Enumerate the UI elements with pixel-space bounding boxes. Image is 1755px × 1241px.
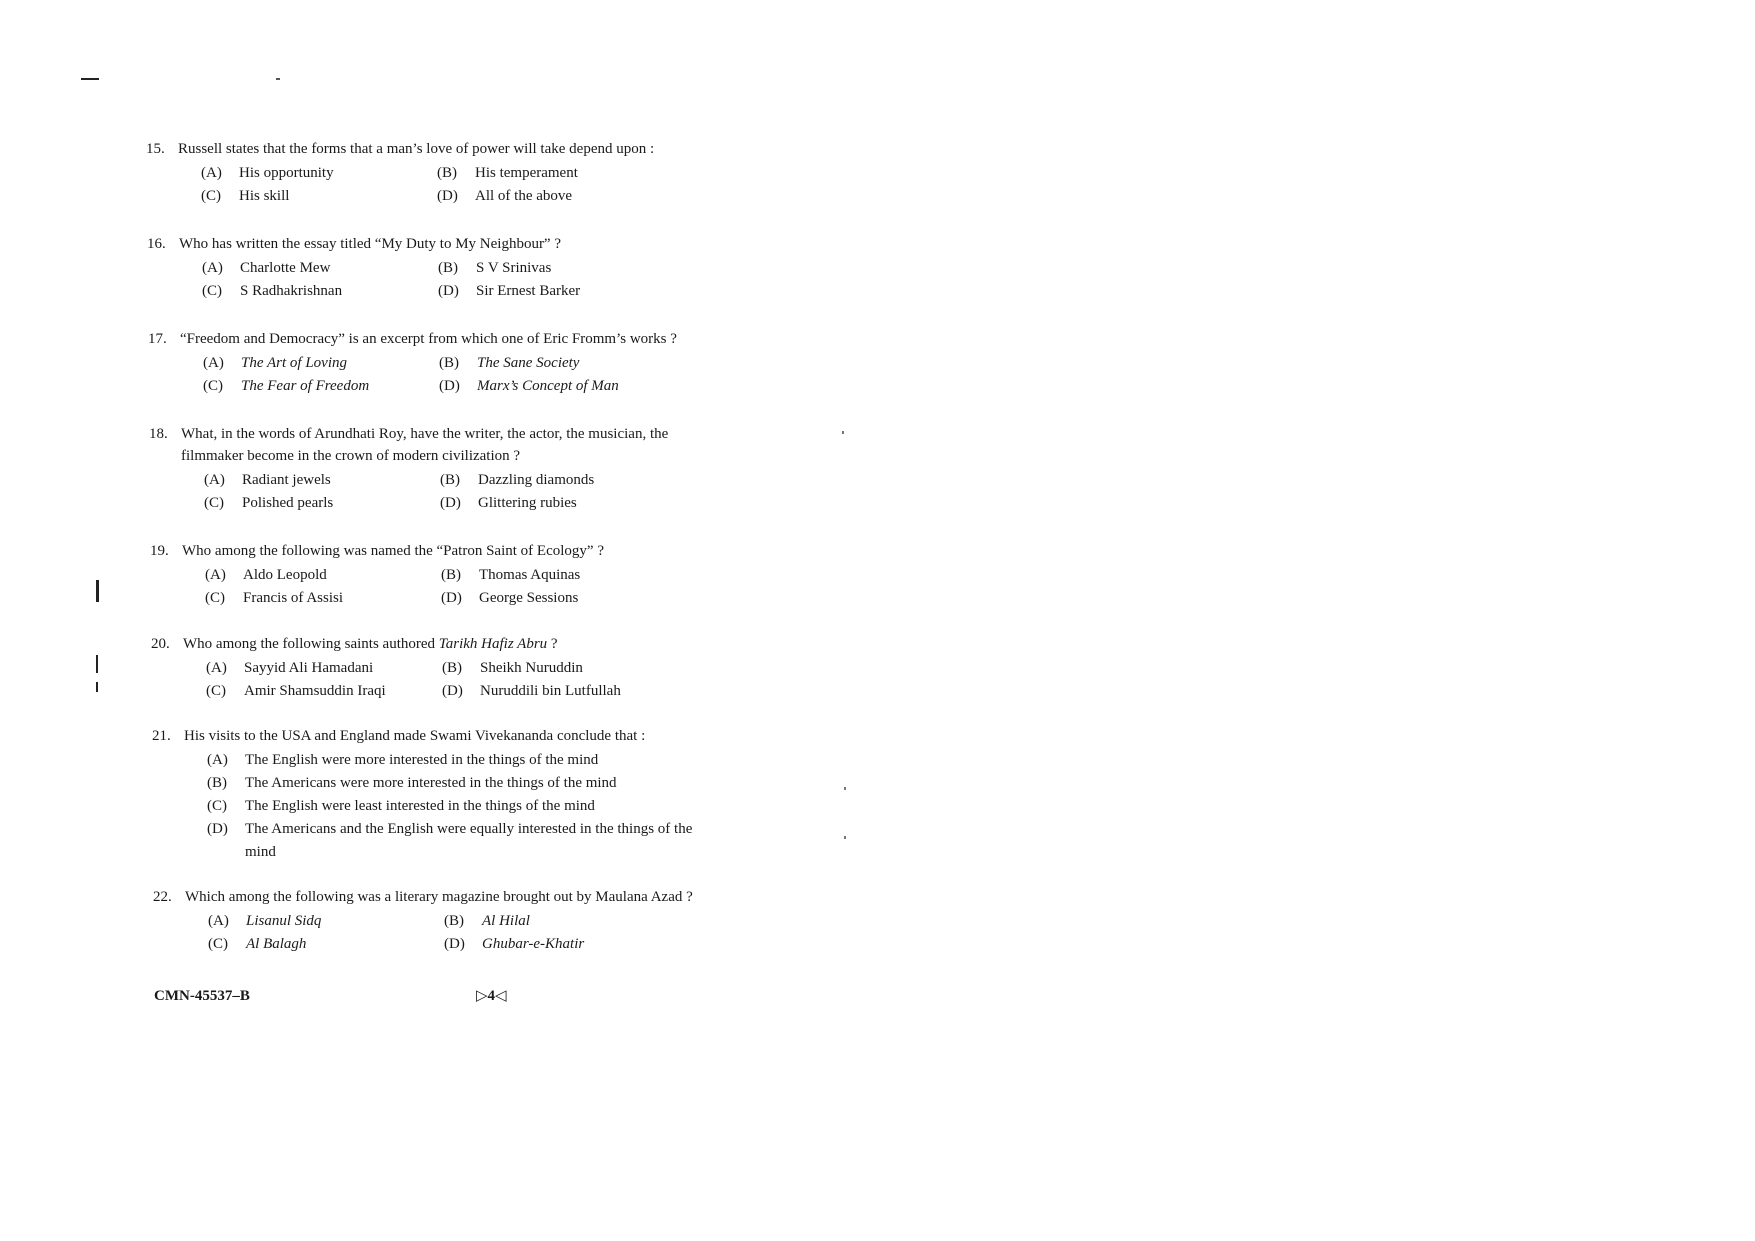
- option-text: The Art of Loving: [241, 355, 347, 371]
- option-d: [207, 818, 727, 841]
- options-grid: [146, 162, 697, 208]
- option-letter: (A): [205, 567, 226, 583]
- question-19: [150, 540, 701, 610]
- option-c: [205, 587, 441, 610]
- scan-artifact-bar: [96, 655, 98, 673]
- option-text: His opportunity: [239, 165, 334, 181]
- option-a: [206, 657, 442, 680]
- option-letter: (D): [442, 683, 463, 699]
- question-stem: [147, 233, 698, 255]
- option-c: [208, 933, 444, 956]
- question-text: Russell states that the forms that a man’s love of power will take depend upon :: [178, 141, 655, 157]
- options-grid: [147, 257, 698, 303]
- option-letter: (D): [440, 495, 461, 511]
- option-text: Al Hilal: [482, 913, 530, 929]
- option-letter: (B): [441, 567, 461, 583]
- option-a: [205, 564, 441, 587]
- option-text: Amir Shamsuddin Iraqi: [244, 683, 386, 699]
- option-letter: (C): [203, 378, 223, 394]
- option-a: [203, 352, 439, 375]
- option-d: [441, 587, 701, 610]
- option-b: [437, 162, 697, 185]
- option-b: [439, 352, 699, 375]
- option-d-continued: mind: [245, 844, 276, 860]
- option-letter: (C): [202, 283, 222, 299]
- question-number: 19.: [150, 543, 169, 559]
- question-text-end: ?: [547, 636, 558, 652]
- question-text: Who among the following was named the “Patron Saint of Ecology” ?: [182, 543, 604, 559]
- question-text: His visits to the USA and England made Swami Vivekananda conclude that :: [184, 728, 646, 744]
- question-text: Who has written the essay titled “My Duty to My Neighbour” ?: [179, 236, 562, 252]
- option-b: [207, 772, 727, 795]
- option-text: Glittering rubies: [478, 495, 577, 511]
- question-text: Which among the following was a literary magazine brought out by Maulana Azad ?: [185, 889, 693, 905]
- option-text: The English were more interested in the things of the mind: [245, 752, 599, 768]
- options-grid: [148, 352, 699, 398]
- question-number: 17.: [148, 331, 167, 347]
- option-text: Sir Ernest Barker: [476, 283, 581, 299]
- question-stem: [150, 540, 701, 562]
- option-letter: (C): [201, 188, 221, 204]
- option-letter: (D): [207, 821, 228, 837]
- question-stem: [153, 886, 704, 908]
- question-number: 16.: [147, 236, 166, 252]
- question-number: 22.: [153, 889, 172, 905]
- option-c: [204, 492, 440, 515]
- option-d: [438, 280, 698, 303]
- question-22: [153, 886, 704, 956]
- option-letter: (D): [437, 188, 458, 204]
- option-letter: (B): [440, 472, 460, 488]
- option-text: The English were least interested in the things of the mind: [245, 798, 595, 814]
- option-letter: (A): [202, 260, 223, 276]
- option-a: [202, 257, 438, 280]
- option-text: Ghubar-e-Khatir: [482, 936, 585, 952]
- option-letter: (C): [207, 798, 227, 814]
- options-list: [152, 749, 727, 864]
- option-text: Al Balagh: [246, 936, 307, 952]
- option-a: [201, 162, 437, 185]
- scan-artifact-dot: [276, 78, 280, 80]
- option-a: [207, 749, 727, 772]
- page-number: ▷4◁: [476, 988, 507, 1004]
- scan-artifact-speck: [844, 836, 846, 839]
- option-text: Marx’s Concept of Man: [477, 378, 619, 394]
- option-d: [442, 680, 702, 703]
- question-number: 20.: [151, 636, 170, 652]
- option-c: [201, 185, 437, 208]
- question-stem: [149, 423, 700, 445]
- option-letter: (B): [444, 913, 464, 929]
- option-text: Francis of Assisi: [243, 590, 344, 606]
- option-letter: (A): [208, 913, 229, 929]
- option-text: His skill: [239, 188, 290, 204]
- option-letter: (A): [204, 472, 225, 488]
- option-letter: (B): [439, 355, 459, 371]
- question-text: What, in the words of Arundhati Roy, have the writer, the actor, the musician, the: [181, 426, 669, 442]
- option-text: His temperament: [475, 165, 578, 181]
- question-text-italic: Tarikh Hafiz Abru: [438, 636, 548, 652]
- option-c: [203, 375, 439, 398]
- option-letter: (D): [444, 936, 465, 952]
- option-letter: (C): [208, 936, 228, 952]
- option-letter: (D): [441, 590, 462, 606]
- question-17: [148, 328, 699, 398]
- option-text: Sheikh Nuruddin: [480, 660, 583, 676]
- question-stem: [151, 633, 702, 655]
- options-grid: [150, 564, 701, 610]
- option-a: [204, 469, 440, 492]
- option-letter: (A): [207, 752, 228, 768]
- question-stem: [146, 138, 697, 160]
- question-number: 15.: [146, 141, 165, 157]
- option-letter: (A): [206, 660, 227, 676]
- option-letter: (A): [203, 355, 224, 371]
- question-20: [151, 633, 702, 703]
- question-16: [147, 233, 698, 303]
- option-d: [439, 375, 699, 398]
- option-letter: (B): [442, 660, 462, 676]
- option-c: [202, 280, 438, 303]
- scan-artifact-bar: [96, 682, 98, 692]
- option-text: Polished pearls: [242, 495, 334, 511]
- option-c: [207, 795, 727, 818]
- option-b: [444, 910, 704, 933]
- option-text: Radiant jewels: [242, 472, 331, 488]
- option-text: The Sane Society: [477, 355, 580, 371]
- question-stem: [148, 328, 699, 350]
- options-grid: [149, 469, 700, 515]
- options-grid: [151, 657, 702, 703]
- option-a: [208, 910, 444, 933]
- option-b: [440, 469, 700, 492]
- option-letter: (D): [439, 378, 460, 394]
- question-text: “Freedom and Democracy” is an excerpt from which one of Eric Fromm’s works ?: [180, 331, 677, 347]
- question-number: 21.: [152, 728, 171, 744]
- option-d: [440, 492, 700, 515]
- scan-artifact-speck: [842, 431, 844, 434]
- scan-artifact-dash: [81, 78, 99, 80]
- option-letter: (B): [438, 260, 458, 276]
- option-text: George Sessions: [479, 590, 579, 606]
- question-21: [152, 725, 727, 864]
- question-text: Who among the following saints authored: [183, 636, 436, 652]
- option-letter: (C): [206, 683, 226, 699]
- option-letter: (B): [207, 775, 227, 791]
- option-text: The Americans were more interested in the things of the mind: [245, 775, 617, 791]
- question-18: [149, 423, 700, 515]
- scan-artifact-speck: [844, 787, 846, 790]
- question-stem: [152, 725, 727, 747]
- options-grid: [153, 910, 704, 956]
- option-text: Aldo Leopold: [243, 567, 327, 583]
- question-text-continued: filmmaker become in the crown of modern civilization ?: [181, 448, 521, 464]
- option-text: The Fear of Freedom: [241, 378, 370, 394]
- paper-code: CMN-45537–B: [154, 988, 250, 1004]
- option-text: Dazzling diamonds: [478, 472, 595, 488]
- option-letter: (D): [438, 283, 459, 299]
- option-b: [442, 657, 702, 680]
- option-text: S V Srinivas: [476, 260, 552, 276]
- option-letter: (B): [437, 165, 457, 181]
- option-d: [437, 185, 697, 208]
- option-c: [206, 680, 442, 703]
- option-text: Nuruddili bin Lutfullah: [480, 683, 621, 699]
- option-text: Sayyid Ali Hamadani: [244, 660, 374, 676]
- option-d: [444, 933, 704, 956]
- option-text: The Americans and the English were equally interested in the things of the: [245, 821, 693, 837]
- option-text: Charlotte Mew: [240, 260, 331, 276]
- option-b: [441, 564, 701, 587]
- option-letter: (A): [201, 165, 222, 181]
- option-text: Thomas Aquinas: [479, 567, 581, 583]
- option-letter: (C): [204, 495, 224, 511]
- option-text: Lisanul Sidq: [246, 913, 322, 929]
- option-b: [438, 257, 698, 280]
- question-15: [146, 138, 697, 208]
- scan-artifact-bar: [96, 580, 99, 602]
- option-letter: (C): [205, 590, 225, 606]
- option-text: All of the above: [475, 188, 573, 204]
- option-text: S Radhakrishnan: [240, 283, 343, 299]
- question-number: 18.: [149, 426, 168, 442]
